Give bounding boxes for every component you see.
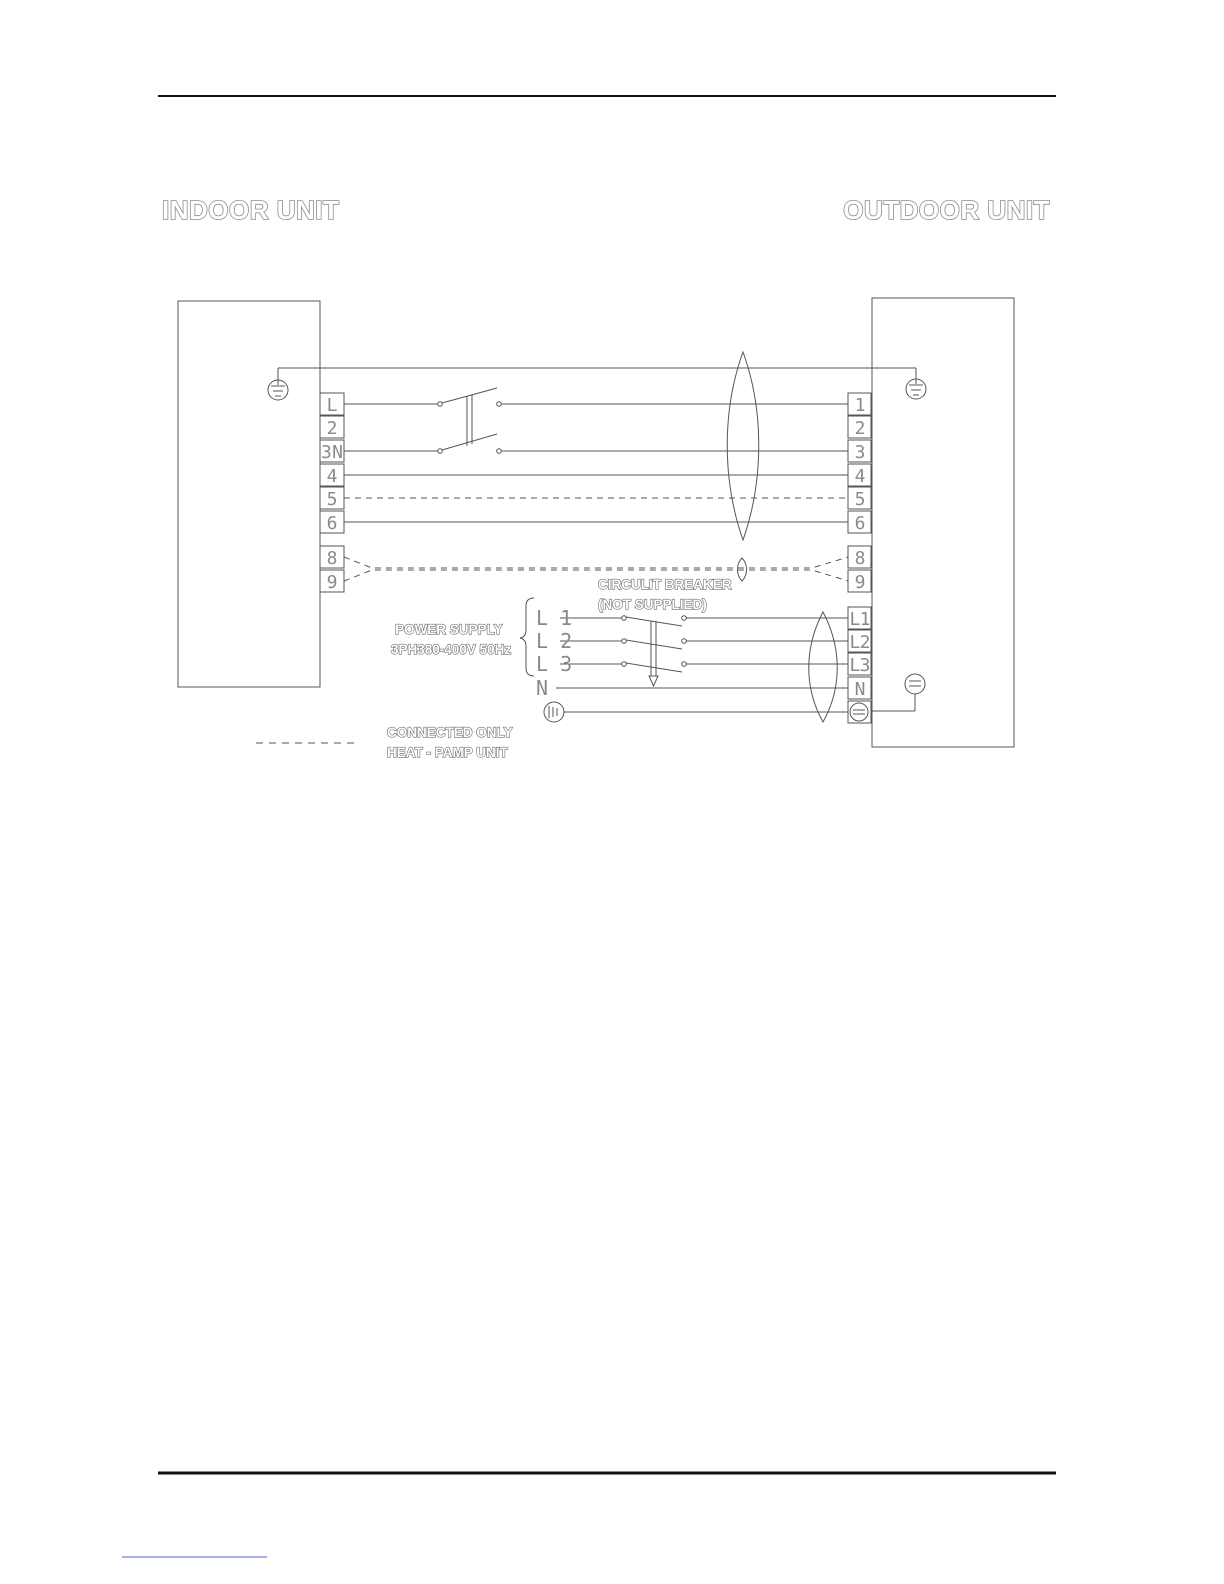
power-supply-brace (520, 598, 534, 676)
indoor-ground-icon (268, 368, 288, 400)
outdoor-unit-box (872, 298, 1014, 747)
outdoor-ground-icon-lower (871, 674, 925, 711)
outdoor-terminal-label: 6 (854, 513, 866, 534)
outdoor-terminal-label: 5 (854, 489, 866, 510)
outdoor-terminal-label: L1 (849, 609, 871, 630)
outdoor-terminal-label: 8 (854, 548, 866, 569)
ground-terminal-icon (850, 703, 868, 721)
outdoor-terminal-label: L3 (849, 655, 871, 676)
legend-text-line1: CONNECTED ONLY (387, 725, 513, 740)
indoor-terminal-label: 9 (326, 572, 338, 593)
indoor-terminal-label: 6 (326, 513, 338, 534)
outdoor-terminal-label: 3 (854, 442, 866, 463)
outdoor-unit-title: OUTDOOR UNIT (843, 195, 1050, 225)
outdoor-terminal-label: 4 (854, 466, 866, 487)
power-cable-mark (809, 612, 838, 722)
wire-8-8 (344, 557, 848, 568)
supply-ground-icon (544, 702, 564, 722)
indoor-terminal-label: 8 (326, 548, 338, 569)
indoor-terminal-label: 4 (326, 466, 338, 487)
power-supply-label: POWER SUPPLY (395, 622, 503, 637)
outdoor-terminal-label: 9 (854, 572, 866, 593)
indoor-switch (438, 388, 502, 453)
circuit-breaker (622, 616, 687, 686)
indoor-terminal-label: 2 (326, 418, 338, 439)
legend-text-line2: HEAT - PAMP UNIT (387, 745, 508, 760)
outdoor-terminal-label: 1 (854, 395, 866, 416)
outdoor-terminal-label: L2 (849, 632, 871, 653)
indoor-unit-box (178, 301, 320, 687)
wire-9-9 (344, 570, 848, 581)
indoor-terminal-label: 5 (326, 489, 338, 510)
outdoor-terminal-label: N (854, 679, 866, 700)
power-supply-line-label: L 3 (536, 652, 573, 676)
outdoor-terminal-label: 2 (854, 418, 866, 439)
power-supply-line-label: L 1 (536, 606, 573, 630)
breaker-label: CIRCULIT BREAKER (598, 577, 732, 592)
power-supply-line-label: N (536, 676, 549, 700)
power-supply-line-label: L 2 (536, 629, 573, 653)
breaker-note: (NOT SUPPLIED) (598, 597, 707, 612)
indoor-terminal-label: 3N (321, 442, 343, 463)
indoor-terminal-label: L (326, 395, 338, 416)
power-supply-spec: 3PH380-400V 50Hz (391, 642, 512, 657)
cable-bundle-mark (727, 352, 759, 540)
indoor-unit-title: INDOOR UNIT (162, 195, 340, 225)
outdoor-ground-icon (906, 368, 926, 399)
